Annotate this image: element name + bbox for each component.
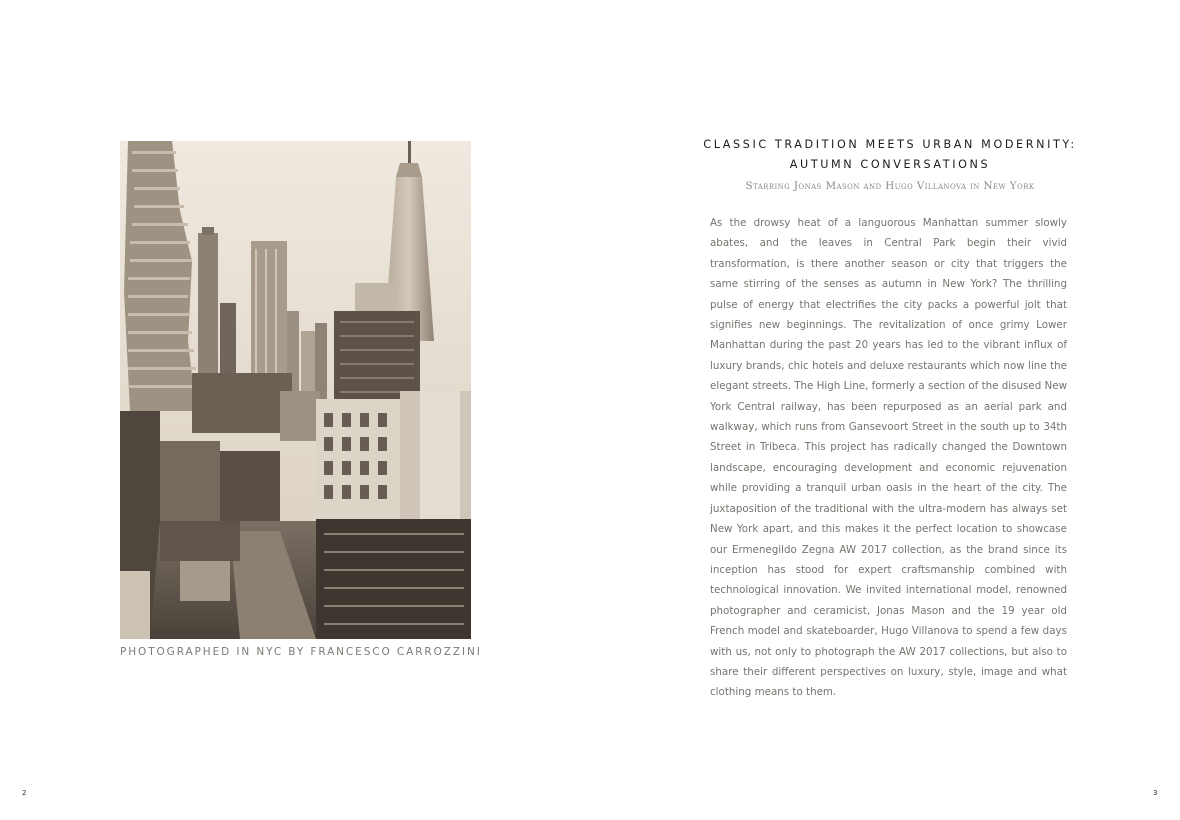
page-number-left: 2 (22, 789, 27, 797)
article-title-line-1: CLASSIC TRADITION MEETS URBAN MODERNITY: (703, 138, 1077, 151)
nyc-skyline-photo (120, 141, 471, 639)
page-number-right: 3 (1153, 789, 1158, 797)
article-subtitle: Starring Jonas Mason and Hugo Villanova in New York (745, 180, 1035, 192)
article-body: As the drowsy heat of a languorous Manhattan summer slowly abates, and the leaves in Central Park begin their vivid transformation, is there another season or city that triggers the same stirring of the senses as autumn in New York? The thrilling pulse of energy that electrifies the city packs a powerful jolt that signifies new beginnings. The revitalization of once grimy Lower Manhattan during the past 20 years has led to the vibrant influx of luxury brands, chic hotels and deluxe restaurants which now line the elegant streets. The High Line, formerly a section of the disused New York Central railway, has been repurposed as an aerial park and walkway, which runs from Gansevoort Street in the south up to 34th Street in Tribeca. This project has radically changed the Downtown landscape, encouraging development and economic rejuvenation while providing a tranquil urban oasis in the heart of the city. The juxtaposition of the traditional with the ultra-modern has always set New York apart, and this makes it the perfect location to showcase our Ermenegildo Zegna AW 2017 collection, as the brand since its inception has stood for expert craftsmanship combined with technological innovation. We invited international model, renowned photographer and ceramicist, Jonas Mason and the 19 year old French model and skateboarder, Hugo Villanova to spend a few days with us, not only to photograph the AW 2017 collections, but also to share their different perspectives on luxury, style, image and what clothing means to them. (710, 217, 1067, 699)
article-title-line-2: AUTUMN CONVERSATIONS (789, 158, 991, 171)
photo-caption: PHOTOGRAPHED IN NYC BY FRANCESCO CARROZZINI (120, 646, 482, 658)
